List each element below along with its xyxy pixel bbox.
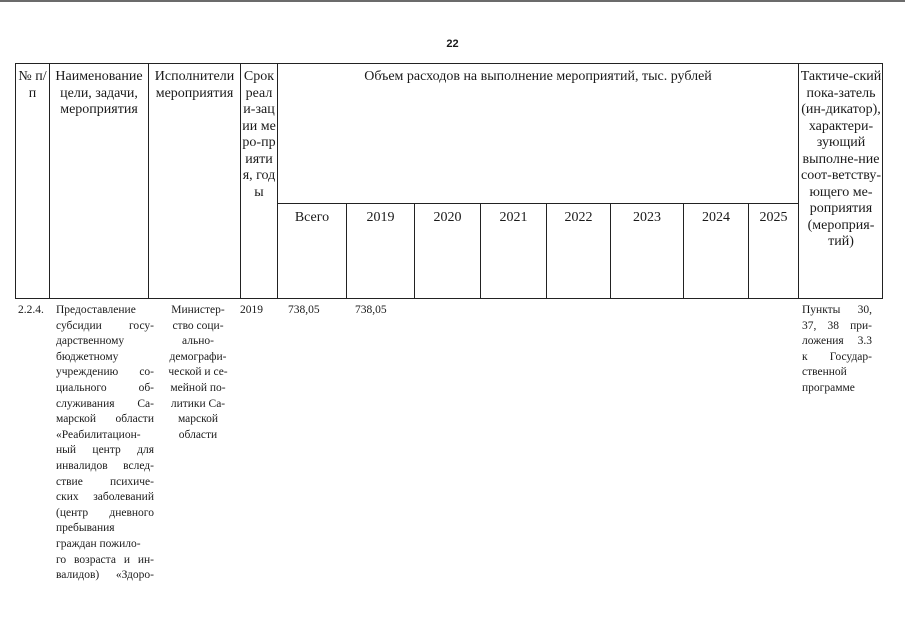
header-year-2025: 2025 — [759, 210, 788, 225]
header-year-2019: 2019 — [366, 210, 395, 225]
header-period: Срок реали-зации меро-приятия, годы — [242, 69, 276, 200]
header-expenses: Объем расходов на выполнение мероприятий, тыс. рублей — [364, 69, 712, 84]
row-2019: 738,05 — [355, 304, 387, 316]
row-executor-line: демографи- — [169, 350, 227, 363]
header-year-2024: 2024 — [702, 210, 730, 225]
row-period: 2019 — [240, 304, 263, 316]
header-num: № п/п — [18, 69, 47, 101]
row-name-line: ских заболеваний — [56, 491, 154, 504]
header-year-2020: 2020 — [433, 210, 462, 225]
row-name-line: инвалидов вслед- — [56, 459, 154, 472]
row-name-line: дарственному — [56, 335, 125, 348]
col-border — [882, 63, 883, 299]
row-name-line: субсидии госу- — [56, 319, 154, 332]
header-year-total: Всего — [294, 210, 330, 225]
row-name-line: циального об- — [56, 381, 154, 394]
scan-top-edge — [0, 0, 905, 2]
row-indicator-line: к Государ- — [802, 350, 872, 363]
header-year-2021: 2021 — [499, 210, 528, 225]
row-executor-line: ческой и се- — [168, 366, 228, 379]
row-name-line: ный центр для — [56, 444, 154, 457]
table-header — [15, 63, 883, 299]
row-name-line: бюджетному — [56, 350, 119, 363]
row-name-line: го возраста и ин- — [56, 553, 154, 566]
row-executor-line: ально- — [182, 335, 214, 348]
row-name-line: ствие психиче- — [56, 475, 154, 488]
row-name-line: граждан пожило- — [56, 537, 141, 550]
row-name-line: учреждению со- — [56, 366, 154, 379]
page-number: 22 — [446, 38, 459, 50]
header-name: Наименование цели, задачи, мероприятия — [55, 69, 143, 117]
row-executor-line: мейной по- — [170, 381, 226, 394]
row-executor-line: ство соци- — [172, 319, 224, 332]
header-indicator: Тактиче-ский пока-затель (ин-дикатор), характери-зующий выполне-ние соот-ветству-ющего ме-роприятия (мероприя-тий) — [800, 69, 882, 249]
row-executor-line: области — [178, 428, 218, 441]
row-indicator-line: Пункты 30, — [802, 304, 872, 316]
row-indicator-line: ственной — [802, 366, 847, 379]
row-name-line: марской области — [56, 413, 154, 426]
row-name-line: Предоставление — [56, 304, 136, 316]
col-border — [277, 63, 278, 299]
row-name-line: (центр дневного — [56, 506, 154, 519]
row-executor-line: литики Са- — [170, 397, 226, 410]
row-name-line: пребывания — [56, 522, 115, 535]
col-border — [240, 63, 241, 299]
row-indicator-line: ложения 3.3 — [802, 335, 872, 348]
row-indicator-line: 37, 38 при- — [802, 319, 872, 332]
row-number: 2.2.4. — [18, 304, 44, 316]
header-executor: Исполнители мероприятия — [154, 69, 235, 101]
header-year-2023: 2023 — [633, 210, 661, 225]
row-executor-line: марской — [177, 413, 219, 426]
row-executor — [155, 303, 241, 443]
row-executor-line: Министер- — [171, 304, 225, 316]
header-year-2022: 2022 — [564, 210, 593, 225]
row-indicator — [802, 303, 872, 397]
expenses-subheader-border — [277, 203, 798, 204]
row-name — [56, 303, 154, 584]
header-top-border — [15, 63, 883, 64]
header-bottom-border — [15, 298, 883, 299]
col-border — [798, 63, 799, 299]
row-name-line: служивания Са- — [56, 397, 154, 410]
row-total: 738,05 — [288, 304, 320, 316]
row-name-line: «Реабилитацион- — [56, 428, 141, 441]
row-indicator-line: программе — [802, 381, 855, 394]
row-name-line: валидов) «Здоро- — [56, 569, 154, 582]
